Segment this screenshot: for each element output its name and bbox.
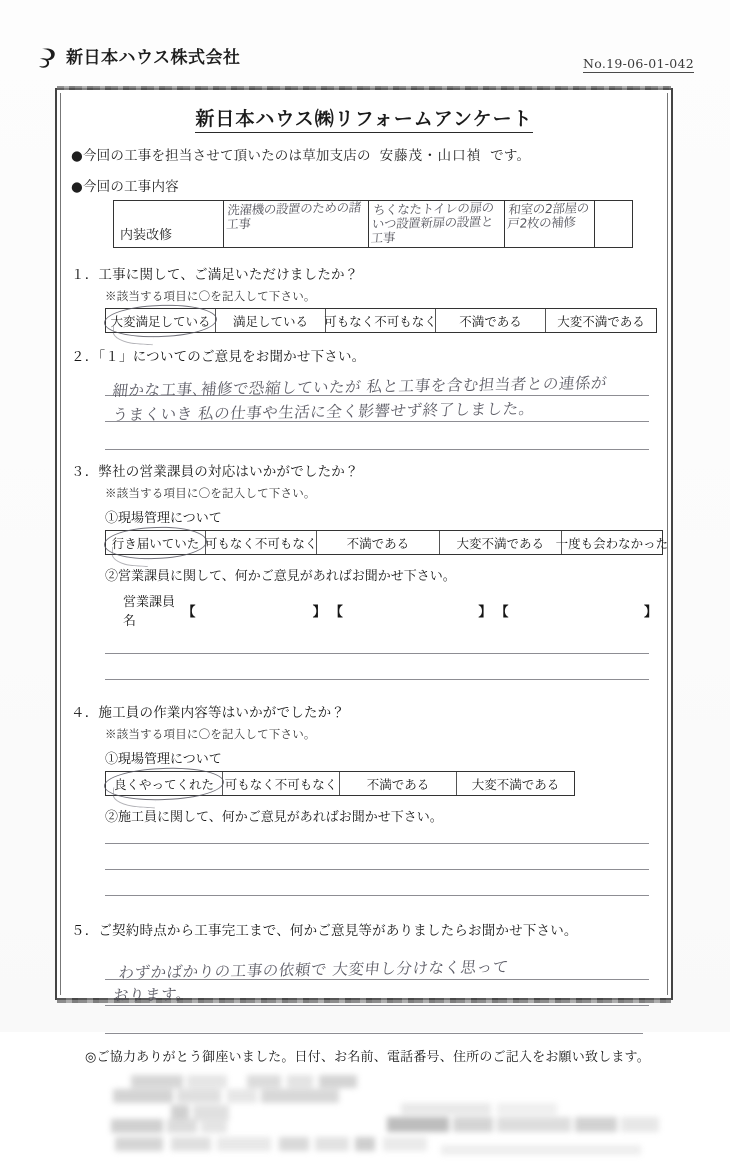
intro-text-before: 今回の工事を担当させて頂いたのは — [82, 148, 303, 164]
question-1-options[interactable] — [105, 308, 657, 333]
q3-option-2[interactable] — [317, 531, 439, 554]
question-5-answer-area[interactable] — [71, 957, 657, 1027]
work-entry-cell-4 — [595, 201, 632, 247]
work-entry-1: 洗濯機の設置のための諸工事 — [225, 199, 362, 232]
q5-rule-2 — [105, 1005, 649, 1006]
intro-text-after: です。 — [490, 148, 531, 164]
question-3-text: ３．弊社の営業課員の対応はいかがでしたか？ — [71, 464, 359, 480]
question-4-sub-label: ①現場管理について — [105, 752, 222, 767]
q4-rule-1 — [105, 843, 649, 844]
document-header — [0, 0, 730, 86]
work-content-table — [113, 200, 633, 248]
work-entry-cell-1 — [224, 201, 369, 247]
work-content-heading — [71, 175, 657, 195]
work-entry-4 — [598, 202, 630, 203]
q5-answer-line-2: おります。 — [111, 985, 193, 1005]
q1-option-0-label: 大変満足している — [110, 313, 211, 329]
q3-option-0-label: 行き届いていた — [111, 535, 200, 551]
bracket-open-2: 【 — [329, 604, 343, 620]
question-3-note: ※該当する項目に〇を記入して下さい。 — [105, 486, 316, 500]
q2-rule-3 — [105, 449, 649, 450]
q1-option-2-label: 可もなく不可もなく — [324, 313, 437, 329]
question-4-options[interactable] — [105, 771, 575, 796]
document-number: No.19-06-01-042 — [583, 56, 694, 71]
q4-option-3-label: 大変不満である — [471, 776, 560, 792]
q4-option-2[interactable] — [340, 772, 457, 795]
respondent-redacted-block — [101, 1075, 661, 1163]
q1-option-3[interactable] — [436, 309, 546, 332]
question-4-note: ※該当する項目に〇を記入して下さい。 — [105, 727, 316, 741]
q4-option-2-label: 不満である — [366, 776, 430, 792]
work-entry-cell-2 — [369, 201, 505, 247]
question-4-answer-area[interactable] — [71, 843, 657, 903]
intro-branch: 草加支店の — [302, 148, 371, 164]
q3-option-3-label: 大変不満である — [456, 535, 544, 551]
q4-option-1[interactable] — [223, 772, 340, 795]
q3-option-4[interactable] — [555, 531, 669, 554]
work-entry-3: 和室の2部屋の戸2枚の補修 — [506, 200, 590, 231]
company-name: 新日本ハウス株式会社 — [66, 47, 241, 68]
question-3-options[interactable] — [105, 530, 669, 555]
q1-option-1-label: 満足している — [232, 313, 308, 329]
question-2-answer-area[interactable] — [71, 373, 657, 437]
work-bullet-icon: ● — [71, 179, 83, 195]
intro-line — [71, 144, 657, 164]
bracket-close-2: 】 — [478, 604, 492, 620]
work-entry-2: ちくなたトイレの扉のいつ設置新扉の設置と工事 — [370, 199, 495, 246]
q1-option-0[interactable] — [106, 309, 216, 332]
q1-option-3-label: 不満である — [459, 313, 522, 329]
question-4-text: ４．施工員の作業内容等はいかがでしたか？ — [71, 705, 345, 721]
q4-option-0[interactable] — [106, 772, 223, 795]
question-3-sub-label: ①現場管理について — [105, 511, 222, 526]
q4-option-3[interactable] — [457, 772, 574, 795]
q3-rule-1 — [105, 653, 649, 654]
sales-staff-name-label: 営業課員名 — [123, 595, 176, 629]
sales-staff-name-line[interactable] — [123, 591, 657, 629]
q4-rule-3 — [105, 895, 649, 896]
q3-option-1-label: 可もなく不可もなく — [204, 535, 318, 551]
intro-staff-names: 安藤茂・山口禎 — [379, 148, 482, 164]
question-1-text: １．工事に関して、ご満足いただけましたか？ — [71, 267, 359, 283]
question-2-text: ２．「１」についてのご意見をお聞かせ下さい。 — [71, 349, 366, 365]
question-3-sub2-label: ②営業課員に関して、何かご意見があればお聞かせ下さい。 — [105, 569, 456, 584]
q1-option-4-label: 大変不満である — [557, 313, 645, 329]
swoosh-logo-icon — [38, 46, 60, 70]
q1-option-4[interactable] — [546, 309, 656, 332]
question-4-sub2-label: ②施工員に関して、何かご意見があればお聞かせ下さい。 — [105, 810, 443, 825]
work-category-cell — [114, 201, 224, 247]
q3-option-1[interactable] — [206, 531, 317, 554]
intro-bullet-icon: ● — [71, 148, 83, 164]
q3-rule-2 — [105, 679, 649, 680]
q2-answer-line-2: うまくいき 私の仕事や生活に全く影響せず終了しました。 — [111, 399, 536, 425]
bracket-open-3: 【 — [495, 604, 509, 620]
company-logo — [38, 46, 241, 70]
closing-separator — [105, 1033, 643, 1034]
q4-option-0-label: 良くやってくれた — [113, 776, 214, 792]
q3-option-3[interactable] — [440, 531, 562, 554]
q2-answer-line-1: 細かな工事､補修で恐縮していたが 私と工事を含む担当者との連係が — [111, 374, 608, 400]
work-entry-cell-3 — [505, 201, 595, 247]
bracket-open-1: 【 — [182, 604, 196, 620]
q3-option-4-label: 一度も会わなかった — [555, 535, 669, 551]
question-1-note: ※該当する項目に〇を記入して下さい。 — [105, 289, 316, 303]
bracket-close-3: 】 — [643, 604, 657, 620]
q3-option-2-label: 不満である — [346, 535, 410, 551]
question-5-text: ５．ご契約時点から工事完工まで、何かご意見等がありましたらお聞かせ下さい。 — [71, 923, 578, 939]
q1-option-1[interactable] — [216, 309, 326, 332]
bracket-close-1: 】 — [312, 604, 326, 620]
q3-option-0[interactable] — [106, 531, 206, 554]
q5-answer-line-1: わずかばかりの工事の依頼で 大変申し分けなく思って — [117, 957, 510, 983]
form-frame — [55, 88, 673, 1065]
work-category-label: 内装改修 — [120, 228, 173, 243]
q1-option-2[interactable] — [326, 309, 436, 332]
q4-option-1-label: 可もなく不可もなく — [224, 776, 338, 792]
q4-rule-2 — [105, 869, 649, 870]
form-title: 新日本ハウス㈱リフォームアンケート — [71, 104, 657, 131]
closing-note: ◎ご協力ありがとう御座いました。日付、お名前、電話番号、住所のご記入をお願い致します。 — [85, 1050, 650, 1065]
work-content-label: 今回の工事内容 — [82, 179, 179, 195]
